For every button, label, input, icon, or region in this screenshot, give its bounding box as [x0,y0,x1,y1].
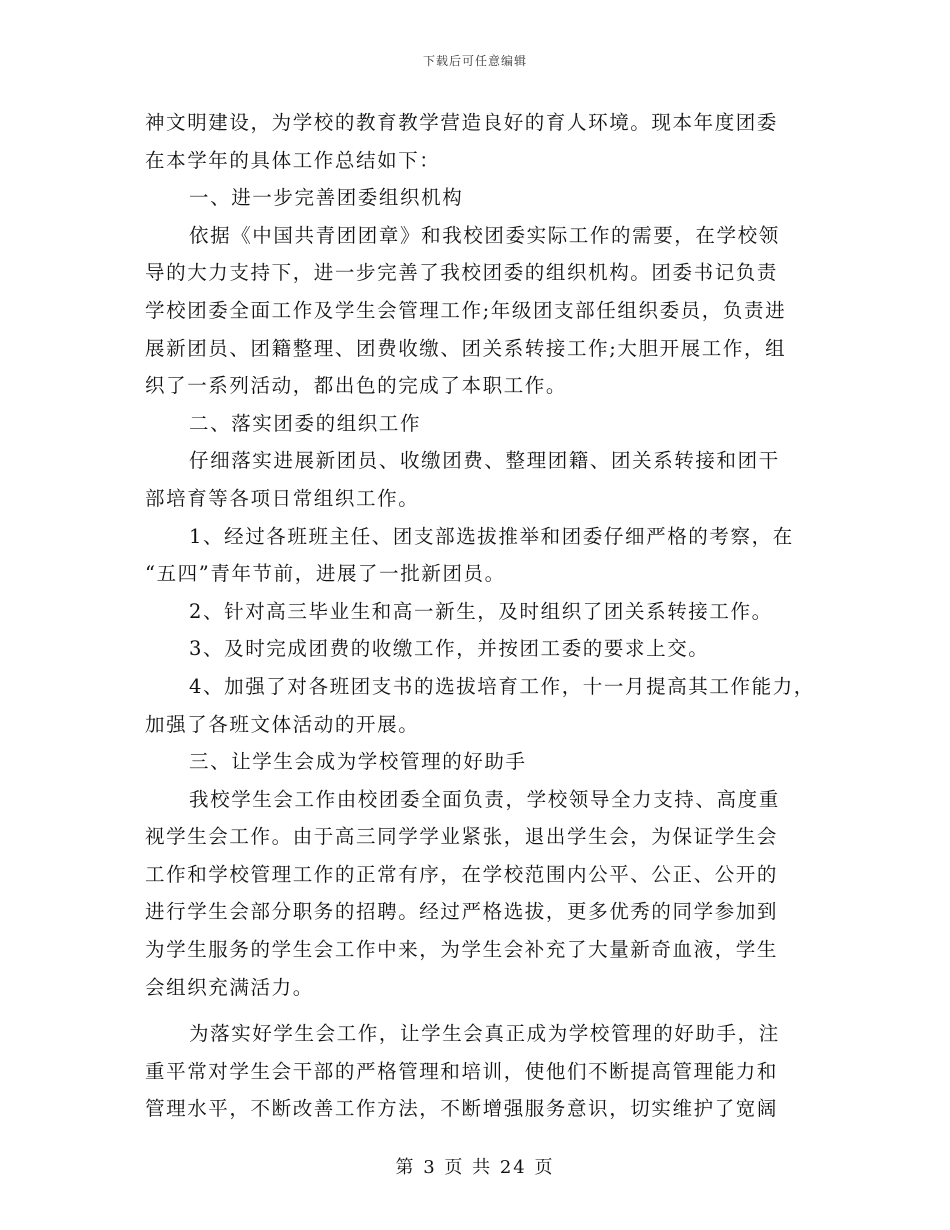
body-line: 会组织充满活力。 [145,975,314,999]
document-body [145,104,825,1128]
body-line: 工作和学校管理工作的正常有序，在学校范围内公平、公正、公开的 [145,862,779,886]
body-line: 我校学生会工作由校团委全面负责，学校领导全力支持、高度重 [189,787,780,811]
list-item: 3、及时完成团费的收缴工作，并按团工委的要求上交。 [189,637,710,661]
body-line: 仔细落实进展新团员、收缴团费、整理团籍、团关系转接和团干 [189,449,780,473]
body-line: 为学生服务的学生会工作中来，为学生会补充了大量新奇血液，学生 [145,938,779,962]
page-number: 第 3 页 共 24 页 [395,1157,555,1178]
body-line: 展新团员、团籍整理、团费收缴、团关系转接工作;大胆开展工作，组 [145,336,787,360]
body-line: 加强了各班文体活动的开展。 [145,712,420,736]
body-line: 进行学生会部分职务的招聘。经过严格选拔，更多优秀的同学参加到 [145,900,779,924]
body-line: 神文明建设，为学校的教育教学营造良好的育人环境。现本年度团委 [145,111,779,134]
body-line: 在本学年的具体工作总结如下： [145,148,441,172]
body-line: 导的大力支持下，进一步完善了我校团委的组织机构。团委书记负责 [145,261,779,285]
body-line: 管理水平，不断改善工作方法，不断增强服务意识，切实维护了宽阔 [145,1097,779,1121]
section-heading: 二、落实团委的组织工作 [189,411,422,435]
list-item: 1、经过各班班主任、团支部选拔推举和团委仔细严格的考察，在 [189,524,794,548]
body-line: 部培育等各项日常组织工作。 [145,486,420,510]
section-heading: 一、进一步完善团委组织机构 [189,186,464,210]
body-line: 重平常对学生会干部的严格管理和培训，使他们不断提高管理能力和 [145,1059,779,1083]
body-line: 学校团委全面工作及学生会管理工作;年级团支部任组织委员，负责进 [145,298,787,322]
list-item: 2、针对高三毕业生和高一新生，及时组织了团关系转接工作。 [189,599,773,623]
body-line: 织了一系列活动，都出色的完成了本职工作。 [145,374,568,398]
body-line: 为落实好学生会工作，让学生会真正成为学校管理的好助手，注 [189,1022,780,1046]
body-line: 视学生会工作。由于高三同学学业紧张，退出学生会，为保证学生会 [145,825,779,849]
body-line: “五四”青年节前，进展了一批新团员。 [145,562,506,586]
section-heading: 三、让学生会成为学校管理的好助手 [189,750,527,774]
list-item: 4、加强了对各班团支书的选拔培育工作，十一月提高其工作能力， [189,674,815,698]
page-header: 下载后可任意编辑 [422,54,527,68]
body-line: 依据《中国共青团团章》和我校团委实际工作的需要，在学校领 [189,223,780,247]
